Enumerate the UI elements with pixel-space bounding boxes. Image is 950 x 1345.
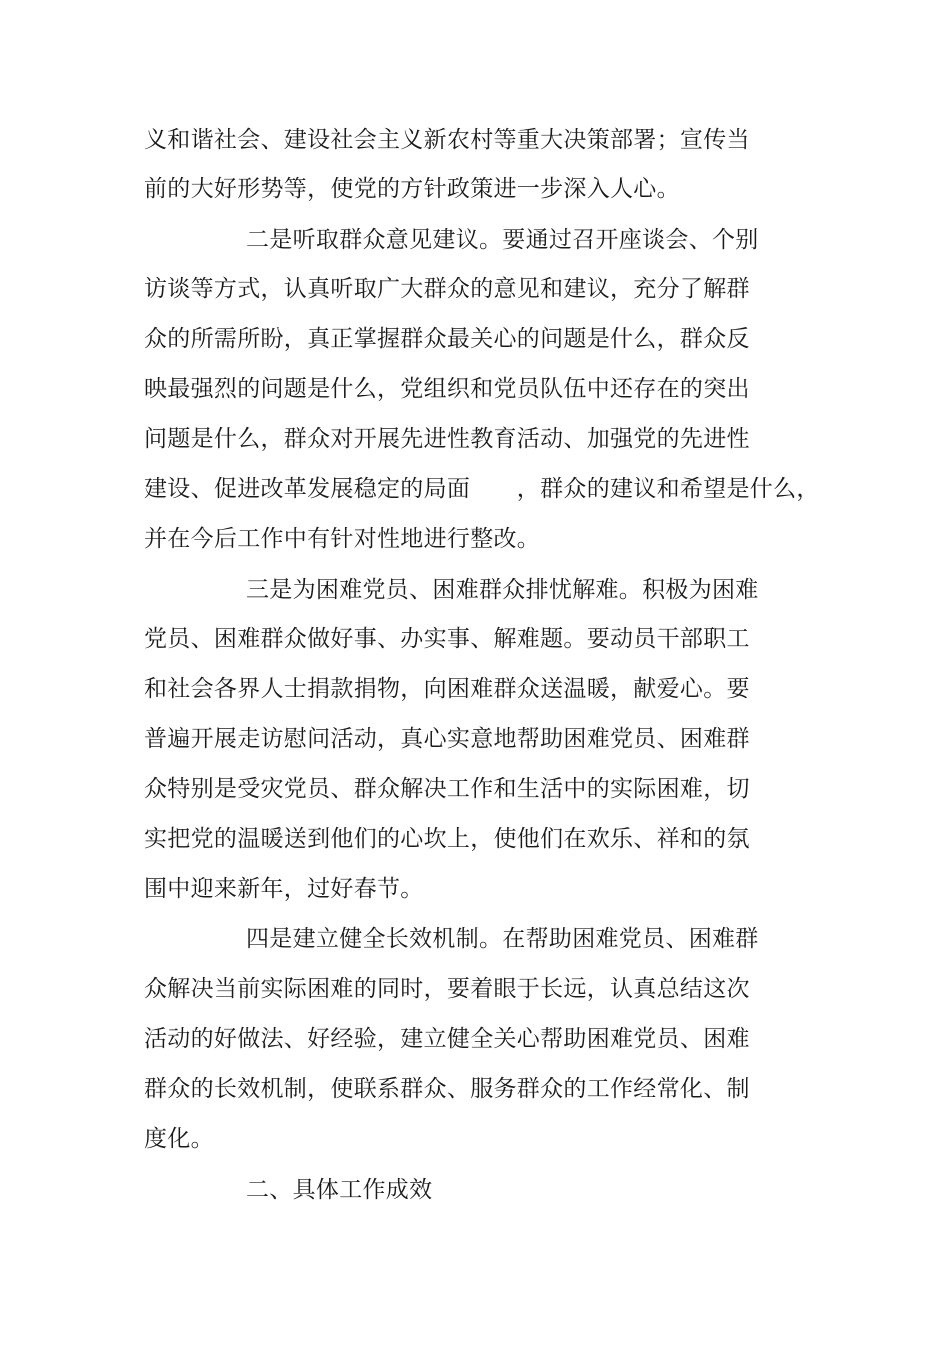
- text-line: 和社会各界人士捐款捐物，向困难群众送温暖，献爱心。要: [144, 676, 750, 702]
- paragraph-start-line: 二是听取群众意见建议。要通过召开座谈会、个别: [246, 227, 759, 253]
- text-line: 并在今后工作中有针对性地进行整改。: [144, 526, 541, 552]
- text-line: 众的所需所盼，真正掌握群众最关心的问题是什么，群众反: [144, 326, 750, 352]
- text-line: 众解决当前实际困难的同时，要着眼于长远，认真总结这次: [144, 976, 750, 1002]
- text-line: 建设、促进改革发展稳定的局面 ，群众的建议和希望是什么，: [144, 476, 820, 502]
- text-line: 党员、困难群众做好事、办实事、解难题。要动员干部职工: [144, 626, 750, 652]
- section-heading: 二、具体工作成效: [246, 1177, 433, 1203]
- text-line: 义和谐社会、建设社会主义新农村等重大决策部署；宣传当: [144, 127, 750, 153]
- text-line: 度化。: [144, 1126, 214, 1152]
- text-line: 访谈等方式，认真听取广大群众的意见和建议，充分了解群: [144, 276, 750, 302]
- text-line: 问题是什么，群众对开展先进性教育活动、加强党的先进性: [144, 426, 750, 452]
- text-line: 群众的长效机制，使联系群众、服务群众的工作经常化、制: [144, 1076, 750, 1102]
- text-line: 众特别是受灾党员、群众解决工作和生活中的实际困难，切: [144, 776, 750, 802]
- text-line: 映最强烈的问题是什么，党组织和党员队伍中还存在的突出: [144, 376, 750, 402]
- paragraph-start-line: 四是建立健全长效机制。在帮助困难党员、困难群: [246, 926, 759, 952]
- text-line: 实把党的温暖送到他们的心坎上，使他们在欢乐、祥和的氛: [144, 826, 750, 852]
- text-line: 围中迎来新年，过好春节。: [144, 876, 424, 902]
- text-line: 活动的好做法、好经验，建立健全关心帮助困难党员、困难: [144, 1026, 750, 1052]
- text-line: 前的大好形势等，使党的方针政策进一步深入人心。: [144, 176, 680, 202]
- paragraph-start-line: 三是为困难党员、困难群众排忧解难。积极为困难: [246, 577, 759, 603]
- text-line: 普遍开展走访慰问活动，真心实意地帮助困难党员、困难群: [144, 726, 750, 752]
